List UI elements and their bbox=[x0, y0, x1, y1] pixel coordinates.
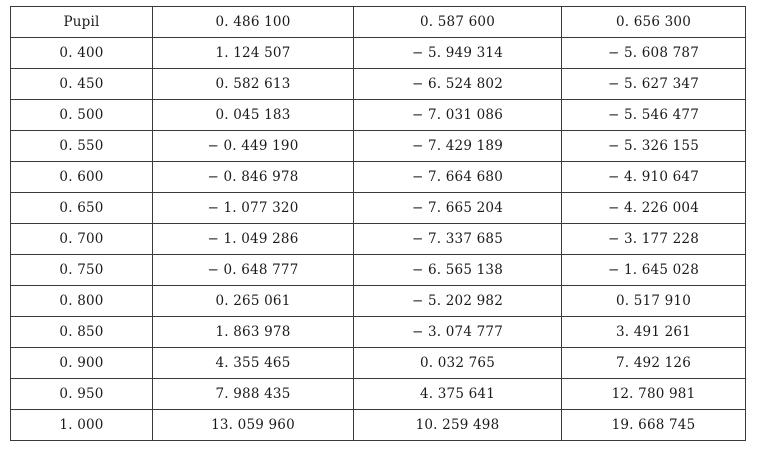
pupil-value-cell: 0. 900 bbox=[11, 348, 153, 379]
table-cell: 12. 780 981 bbox=[562, 379, 746, 410]
table-cell: − 0. 648 777 bbox=[153, 255, 354, 286]
table-cell: − 3. 177 228 bbox=[562, 224, 746, 255]
pupil-value-cell: 0. 950 bbox=[11, 379, 153, 410]
pupil-value-cell: 0. 550 bbox=[11, 131, 153, 162]
pupil-value-cell: 0. 500 bbox=[11, 100, 153, 131]
table-cell: − 6. 565 138 bbox=[354, 255, 562, 286]
table-cell: − 4. 226 004 bbox=[562, 193, 746, 224]
table-cell: 0. 582 613 bbox=[153, 69, 354, 100]
table-cell: 7. 988 435 bbox=[153, 379, 354, 410]
table-cell: − 5. 326 155 bbox=[562, 131, 746, 162]
table-row bbox=[11, 286, 746, 317]
table-cell: − 1. 049 286 bbox=[153, 224, 354, 255]
table-cell: − 5. 202 982 bbox=[354, 286, 562, 317]
data-table bbox=[10, 6, 746, 441]
table-cell: − 6. 524 802 bbox=[354, 69, 562, 100]
table-body bbox=[11, 7, 746, 441]
table-cell: 0. 265 061 bbox=[153, 286, 354, 317]
table-cell: 4. 355 465 bbox=[153, 348, 354, 379]
table-cell: − 5. 627 347 bbox=[562, 69, 746, 100]
table-cell: − 0. 846 978 bbox=[153, 162, 354, 193]
pupil-value-cell: 0. 650 bbox=[11, 193, 153, 224]
table-row bbox=[11, 255, 746, 286]
table-row bbox=[11, 131, 746, 162]
table-row bbox=[11, 379, 746, 410]
table-cell: − 5. 546 477 bbox=[562, 100, 746, 131]
table-header-row bbox=[11, 7, 746, 38]
table-cell: 1. 863 978 bbox=[153, 317, 354, 348]
table-row bbox=[11, 224, 746, 255]
header-cell-wavelength-2: 0. 587 600 bbox=[354, 7, 562, 38]
table-cell: − 7. 429 189 bbox=[354, 131, 562, 162]
table-row bbox=[11, 162, 746, 193]
table-cell: − 4. 910 647 bbox=[562, 162, 746, 193]
table-cell: − 7. 337 685 bbox=[354, 224, 562, 255]
table-row bbox=[11, 317, 746, 348]
pupil-value-cell: 0. 600 bbox=[11, 162, 153, 193]
table-cell: 0. 032 765 bbox=[354, 348, 562, 379]
table-cell: 10. 259 498 bbox=[354, 410, 562, 441]
header-cell-wavelength-1: 0. 486 100 bbox=[153, 7, 354, 38]
table-cell: 0. 517 910 bbox=[562, 286, 746, 317]
table-cell: − 7. 665 204 bbox=[354, 193, 562, 224]
table-cell: − 3. 074 777 bbox=[354, 317, 562, 348]
table-cell: − 7. 664 680 bbox=[354, 162, 562, 193]
table-row bbox=[11, 348, 746, 379]
pupil-value-cell: 0. 700 bbox=[11, 224, 153, 255]
pupil-value-cell: 0. 450 bbox=[11, 69, 153, 100]
table-row bbox=[11, 193, 746, 224]
table-cell: 4. 375 641 bbox=[354, 379, 562, 410]
pupil-value-cell: 1. 000 bbox=[11, 410, 153, 441]
header-cell-wavelength-3: 0. 656 300 bbox=[562, 7, 746, 38]
table-cell: − 1. 645 028 bbox=[562, 255, 746, 286]
table-cell: 19. 668 745 bbox=[562, 410, 746, 441]
pupil-value-cell: 0. 400 bbox=[11, 38, 153, 69]
table-cell: − 1. 077 320 bbox=[153, 193, 354, 224]
table-cell: 13. 059 960 bbox=[153, 410, 354, 441]
pupil-value-cell: 0. 750 bbox=[11, 255, 153, 286]
table-row bbox=[11, 100, 746, 131]
table-cell: 0. 045 183 bbox=[153, 100, 354, 131]
table-cell: − 7. 031 086 bbox=[354, 100, 562, 131]
table-cell: − 5. 608 787 bbox=[562, 38, 746, 69]
table-cell: − 0. 449 190 bbox=[153, 131, 354, 162]
table-row bbox=[11, 38, 746, 69]
table-cell: 1. 124 507 bbox=[153, 38, 354, 69]
pupil-value-cell: 0. 850 bbox=[11, 317, 153, 348]
data-table-container bbox=[10, 6, 745, 441]
table-row bbox=[11, 69, 746, 100]
header-cell-pupil: Pupil bbox=[11, 7, 153, 38]
table-row bbox=[11, 410, 746, 441]
table-cell: 7. 492 126 bbox=[562, 348, 746, 379]
table-cell: 3. 491 261 bbox=[562, 317, 746, 348]
pupil-value-cell: 0. 800 bbox=[11, 286, 153, 317]
table-cell: − 5. 949 314 bbox=[354, 38, 562, 69]
